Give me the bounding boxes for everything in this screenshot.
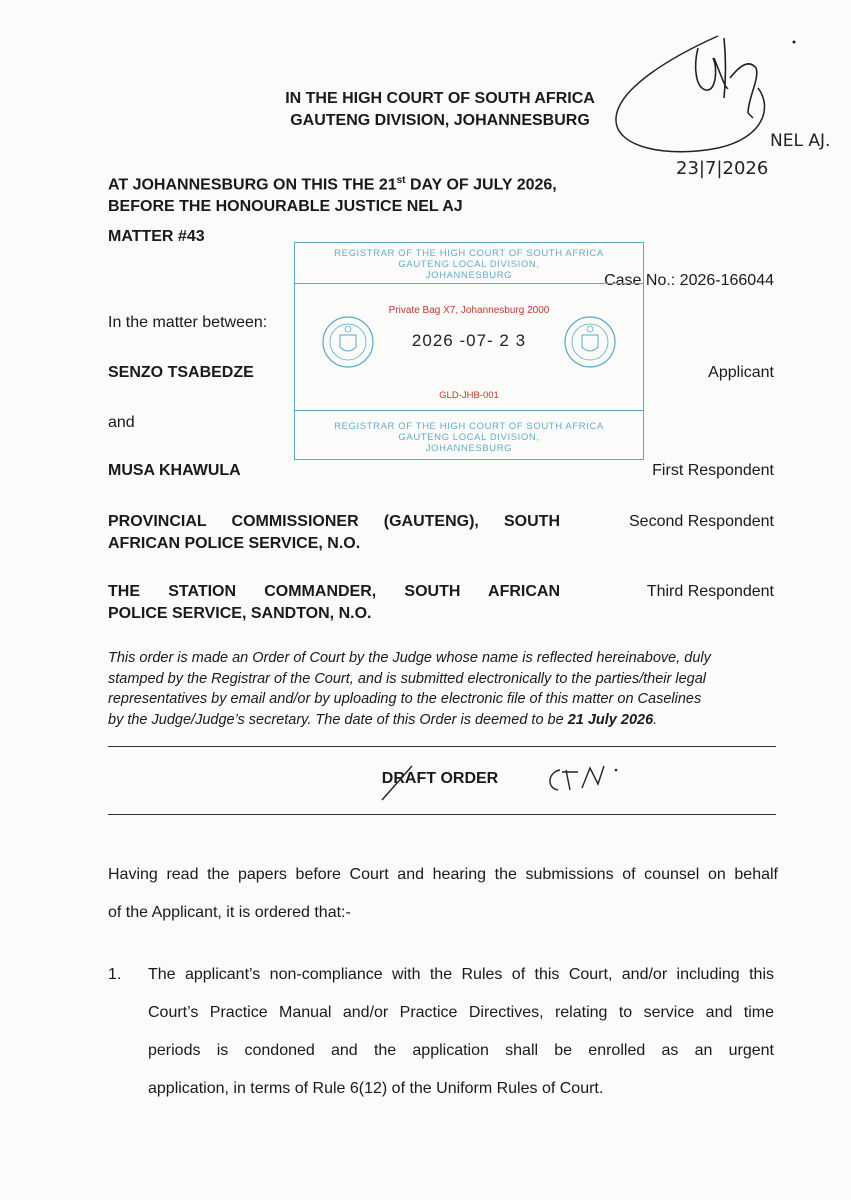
party-third-respondent-role: Third Respondent (646, 583, 774, 600)
case-number: Case No.: 2026-166044 (604, 272, 774, 289)
party-first-respondent-role: First Respondent (652, 462, 774, 479)
court-title-line2: GAUTENG DIVISION, JOHANNESBURG (290, 112, 590, 129)
stamp-registrar-top: REGISTRAR OF THE HIGH COURT OF SOUTH AFRICA GAUTENG LOCAL DIVISION, JOHANNESBURG (334, 248, 604, 281)
signature-name: NEL AJ. (770, 131, 831, 151)
stamp-code: GLD-JHB-001 (439, 390, 499, 401)
party-third-respondent-name: THE STATION COMMANDER, SOUTH AFRICAN POLICE SERVICE, SANDTON, N.O. (108, 583, 560, 622)
signature-date: 23|7|2026 (676, 158, 769, 179)
party-first-respondent-name: MUSA KHAWULA (108, 462, 241, 479)
party-second-respondent-name: PROVINCIAL COMMISSIONER (GAUTENG), SOUTH AFRICAN POLICE SERVICE, N.O. (108, 513, 560, 552)
hearing-heading (108, 170, 557, 218)
court-title-line1: IN THE HIGH COURT OF SOUTH AFRICA (285, 90, 595, 107)
hearing-date-line: AT JOHANNESBURG ON THIS THE 21st DAY OF JULY 2026, (108, 175, 557, 194)
stamp-registrar-bottom: REGISTRAR OF THE HIGH COURT OF SOUTH AFRICA GAUTENG LOCAL DIVISION, JOHANNESBURG (334, 421, 604, 454)
order-item-number: 1. (108, 966, 122, 983)
order-notice: This order is made an Order of Court by the Judge whose name is reflected hereinabove, duly stamped by the Registrar of the Court, and is submitted electronically to the parties/their legal representatives by email and/or by uploading to the electronic file of this matter on Caselines by the Judge/Judge’s secretary. The date of this Order is deemed to be 21 July 2026. (108, 650, 711, 728)
draft-strike-mark (378, 762, 418, 804)
draft-order-title: DRAFT ORDER (381, 770, 499, 787)
party-applicant-name: SENZO TSABEDZE (108, 364, 254, 381)
initials-mark (540, 760, 630, 800)
matter-number: MATTER #43 (108, 228, 205, 245)
and-label: and (108, 414, 135, 431)
stamp-private-bag: Private Bag X7, Johannesburg 2000 (388, 305, 550, 316)
order-date: 21 July 2026 (567, 711, 654, 728)
party-second-respondent-role: Second Respondent (629, 513, 774, 530)
registrar-stamp (294, 242, 644, 460)
before-justice-line: BEFORE THE HONOURABLE JUSTICE NEL AJ (108, 198, 463, 216)
order-item-1: The applicant’s non-compliance with the Rules of this Court, and/or including this Court’s Practice Manual and/or Practice Directives, relating to service and time periods is condoned and the application shall be enrolled as an urgent application, in terms of Rule 6(12) of the Uniform Rules of Court. (148, 966, 774, 1097)
divider-top (108, 746, 776, 747)
order-intro: Having read the papers before Court and hearing the submissions of counsel on behalf of the Applicant, it is ordered that:- (108, 866, 778, 921)
divider-bottom (108, 814, 776, 815)
between-label: In the matter between: (108, 314, 268, 331)
court-seal-right-icon (563, 315, 617, 369)
party-applicant-role: Applicant (708, 364, 774, 381)
stamp-date: 2026 -07- 2 3 (411, 331, 527, 350)
